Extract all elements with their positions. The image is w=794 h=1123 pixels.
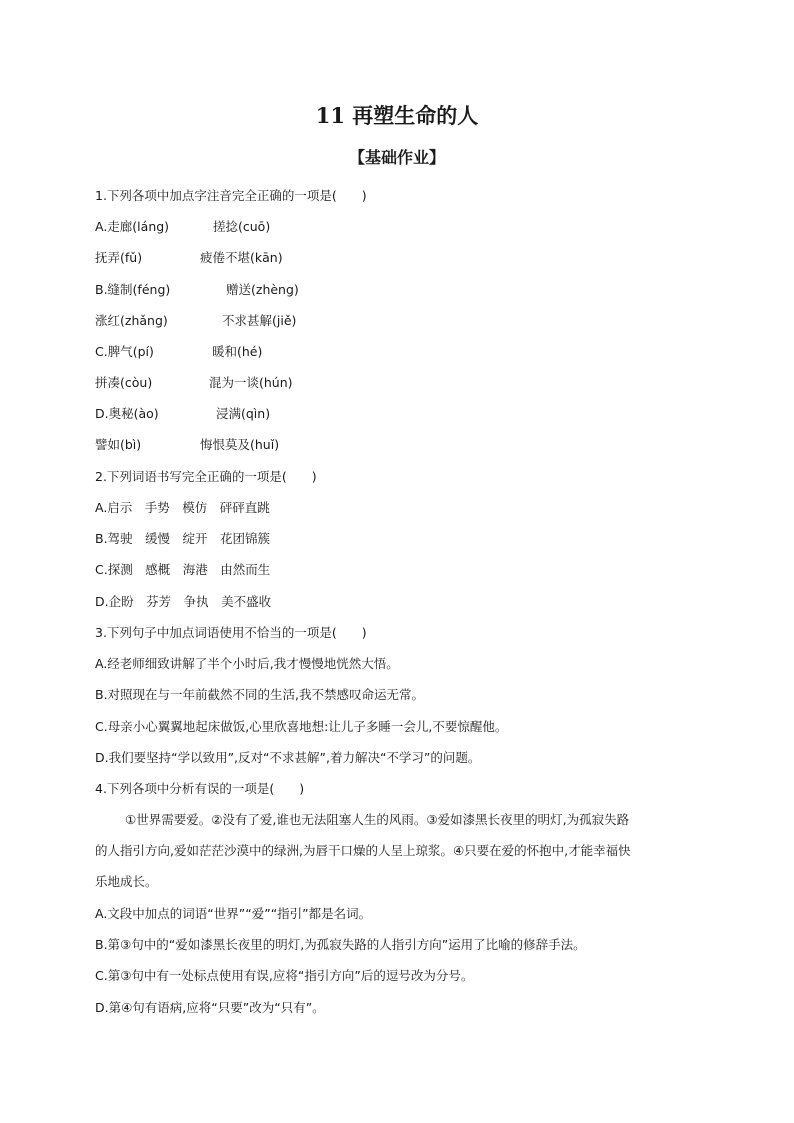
question-2-stem: 2.下列词语书写完全正确的一项是( ): [95, 469, 317, 484]
question-3-option-a: A.经老师细致讲解了半个小时后,我才慢慢地恍然大悟。: [95, 656, 399, 671]
question-1-option-row: [95, 404, 270, 424]
option-word: 搓捻(cuō): [213, 219, 271, 234]
option-word: B.缝制(féng): [95, 282, 171, 297]
question-3-option-d: D.我们要坚持“学以致用”,反对“不求甚解”,着力解决“不学习”的问题。: [95, 750, 481, 765]
section-heading: 【基础作业】: [348, 148, 445, 167]
option-word: 譬如(bì): [95, 437, 142, 452]
question-4-option-a: A.文段中加点的词语“世界”“爱”“指引”都是名词。: [95, 906, 372, 921]
option-word: 抚弄(fǔ): [95, 250, 143, 265]
passage-line: 乐地成长。: [95, 874, 158, 889]
question-4-option-b: B.第③句中的“爱如漆黑长夜里的明灯,为孤寂失路的人指引方向”运用了比喻的修辞手法。: [95, 937, 586, 952]
question-2-option-d: D.企盼 芬芳 争执 美不盛收: [95, 594, 272, 609]
question-2-option-a: A.启示 手势 模仿 砰砰直跳: [95, 500, 270, 515]
question-4-option-c: C.第③句中有一处标点使用有误,应将“指引方向”后的逗号改为分号。: [95, 968, 474, 983]
question-1-option-row: [95, 342, 262, 362]
question-3-option-b: B.对照现在与一年前截然不同的生活,我不禁感叹命运无常。: [95, 687, 425, 702]
option-word: 赠送(zhèng): [226, 282, 299, 297]
question-2-option-c: C.探测 感概 海港 由然而生: [95, 562, 271, 577]
passage-line: 的人指引方向,爱如茫茫沙漠中的绿洲,为唇干口燥的人呈上琼浆。④只要在爱的怀抱中,才能幸福快: [95, 843, 631, 858]
option-word: 暖和(hé): [212, 344, 263, 359]
question-3-option-c: C.母亲小心翼翼地起床做饭,心里欣喜地想:让儿子多睡一会儿,不要惊醒他。: [95, 719, 508, 734]
question-4-passage: [95, 804, 701, 897]
passage-line: ①世界需要爱。②没有了爱,谁也无法阻塞人生的风雨。③爱如漆黑长夜里的明灯,为孤寂失路: [125, 812, 630, 827]
option-word: 涨红(zhǎng): [95, 313, 168, 328]
question-4-stem: 4.下列各项中分析有误的一项是( ): [95, 781, 305, 796]
question-1-option-row: [95, 280, 299, 300]
option-word: D.奥秘(ào): [95, 406, 159, 421]
option-word: 疲倦不堪(kān): [200, 250, 283, 265]
option-word: 不求甚解(jiě): [222, 313, 297, 328]
question-1-option-row: [95, 435, 279, 455]
question-1-stem: 1.下列各项中加点字注音完全正确的一项是( ): [95, 188, 367, 203]
question-1-option-row: [95, 248, 283, 268]
page-title: 11 再塑生命的人: [315, 103, 479, 128]
option-word: 浸满(qìn): [216, 406, 271, 421]
option-word: C.脾气(pí): [95, 344, 154, 359]
question-1-option-row: [95, 373, 293, 393]
question-3-stem: 3.下列句子中加点词语使用不恰当的一项是( ): [95, 625, 367, 640]
question-1-option-row: [95, 311, 296, 331]
option-word: A.走廊(láng): [95, 219, 170, 234]
option-word: 混为一谈(hún): [209, 375, 293, 390]
question-1-option-row: [95, 217, 270, 237]
question-2-option-b: B.驾驶 缓慢 绽开 花团锦簇: [95, 531, 271, 546]
question-4-option-d: D.第④句有语病,应将“只要”改为“只有”。: [95, 1000, 325, 1015]
option-word: 悔恨莫及(huǐ): [200, 437, 280, 452]
option-word: 拼凑(còu): [95, 375, 153, 390]
